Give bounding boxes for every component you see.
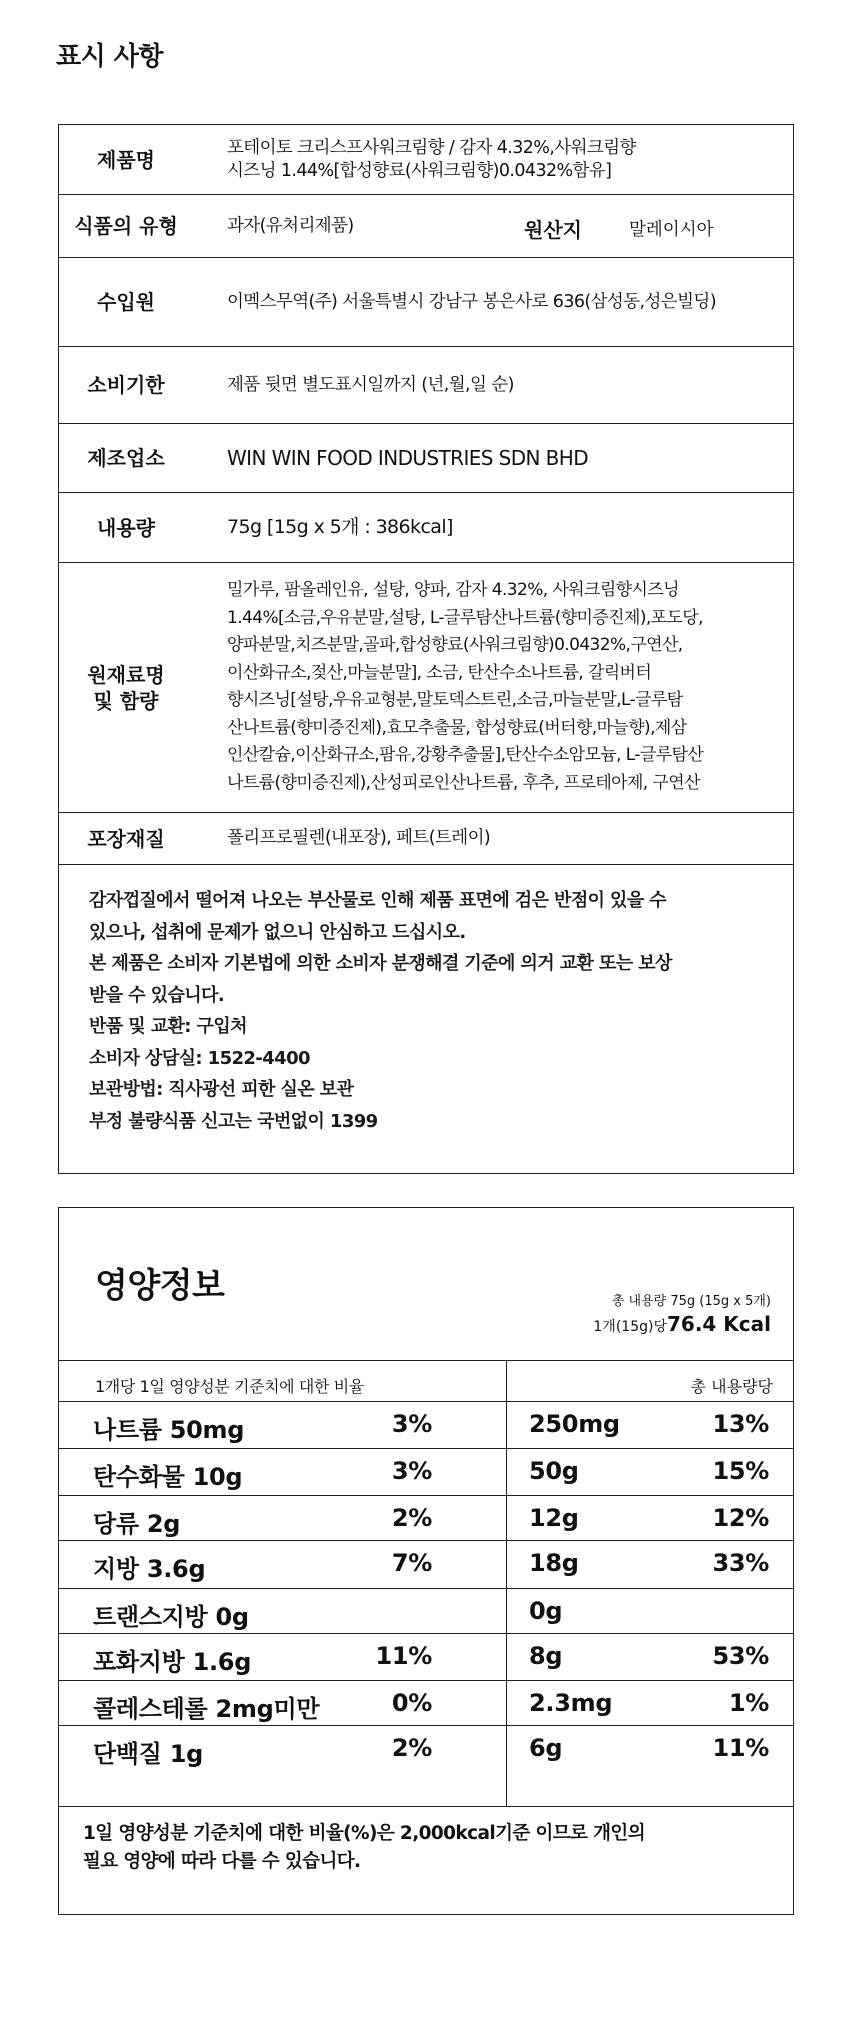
nutrient-total-pct: 53% [712, 1642, 769, 1670]
notice-line: 반품 및 교환: 구입처 [89, 1016, 247, 1037]
nutrient-total: 2.3mg [529, 1689, 613, 1717]
label-expiry: 소비기한 [87, 373, 165, 397]
notice-line: 부정 불량식품 신고는 국번없이 1399 [89, 1110, 378, 1132]
nutrient-total-pct: 12% [712, 1504, 769, 1532]
nutrient-total-pct: 15% [712, 1457, 769, 1485]
value-content: 75g [15g x 5개 : 386kcal] [227, 516, 453, 539]
nutrient-name: 당류 2g [93, 1510, 181, 1538]
nutrient-total-pct: 33% [712, 1549, 769, 1577]
nutrient-name: 트랜스지방 0g [93, 1603, 249, 1631]
nutrient-row-protein [59, 1726, 793, 1771]
nutrient-row-saturated-fat [59, 1634, 793, 1679]
nutrient-row-fat [59, 1541, 793, 1586]
product-name-line: 시즈닝 1.44%[합성향료(사워크림향)0.0432%함유] [227, 160, 612, 181]
ingredients-label-line: 원재료명 [87, 662, 165, 687]
divider [59, 1360, 793, 1361]
nutrient-name: 단백질 1g [93, 1740, 203, 1768]
per-serving-kcal: 76.4 Kcal [666, 1312, 771, 1336]
label-importer: 수입원 [97, 290, 155, 314]
notice-line: 감자껍질에서 떨어져 나오는 부산물로 인해 제품 표면에 검은 반점이 있을 수 [89, 890, 667, 911]
nutrient-total: 8g [529, 1642, 563, 1670]
row-food-type [59, 195, 793, 258]
notice-line: 보관방법: 직사광선 피한 실온 보관 [89, 1079, 354, 1100]
nutrition-per-serving [593, 1312, 771, 1336]
nutrient-pct: 7% [391, 1549, 432, 1577]
nutrient-pct: 0% [391, 1689, 432, 1717]
ingredients-line: 산나트륨(향미증진제),효모추출물, 합성향료(버터향,마늘향),제삼 [227, 717, 687, 738]
footnote-line: 필요 영양에 따라 다를 수 있습니다. [83, 1851, 361, 1872]
notice-line: 본 제품은 소비자 기본법에 의한 소비자 분쟁해결 기준에 의거 교환 또는 보상 [89, 953, 672, 974]
nutrient-name: 포화지방 1.6g [93, 1648, 252, 1676]
label-origin: 원산지 [524, 218, 582, 242]
row-product-name [59, 125, 793, 195]
nutrient-total-pct: 11% [712, 1734, 769, 1762]
nutrient-pct: 11% [375, 1642, 432, 1670]
nutrient-total: 12g [529, 1504, 579, 1532]
nutrient-name: 지방 3.6g [93, 1555, 206, 1583]
product-info-table [58, 124, 794, 1174]
row-expiry [59, 347, 793, 424]
nutrient-row-carbohydrate [59, 1449, 793, 1494]
footnote-line: 1일 영양성분 기준치에 대한 비율(%)은 2,000kcal기준 이므로 개인의 [83, 1823, 645, 1844]
nutrient-row-sugars [59, 1496, 793, 1541]
nutrient-total: 250mg [529, 1410, 620, 1438]
nutrient-name: 탄수화물 10g [93, 1463, 243, 1491]
label-food-type: 식품의 유형 [74, 214, 178, 238]
label-ingredients [59, 563, 193, 812]
notice-line: 받을 수 있습니다. [89, 984, 225, 1006]
nutrition-title: 영양정보 [95, 1266, 225, 1306]
ingredients-line: 인산칼슘,이산화규소,팜유,강황추출물],탄산수소암모늄, L-글루탐산 [227, 745, 704, 765]
value-origin: 말레이시아 [629, 220, 714, 240]
nutrient-pct: 2% [391, 1504, 432, 1532]
value-importer: 이멕스무역(주) 서울특별시 강남구 봉은사로 636(삼성동,성은빌딩) [227, 291, 716, 312]
value-packaging: 폴리프로필렌(내포장), 페트(트레이) [227, 828, 491, 849]
value-food-type: 과자(유처리제품) [227, 215, 354, 236]
notice-line: 있으나, 섭취에 문제가 없으니 안심하고 드십시오. [89, 921, 466, 943]
nutrition-footnote [83, 1820, 775, 1876]
page-title: 표시 사항 [56, 42, 164, 72]
row-content [59, 493, 793, 563]
nutrient-row-cholesterol [59, 1681, 793, 1726]
value-ingredients [227, 563, 783, 812]
ingredients-line: 1.44%[소금,우유분말,설탕, L-글루탐산나트륨(향미증진제),포도당, [227, 607, 703, 628]
value-expiry: 제품 뒷면 별도표시일까지 (년,월,일 순) [227, 374, 514, 395]
value-product-name [227, 125, 783, 194]
label-manufacturer: 제조업소 [87, 446, 165, 470]
notice-line: 소비자 상담실: 1522-4400 [89, 1047, 310, 1069]
nutrient-total: 50g [529, 1457, 579, 1485]
label-content: 내용량 [97, 515, 155, 540]
nutrient-total: 0g [529, 1597, 563, 1625]
header-total: 총 내용량당 [690, 1377, 773, 1396]
ingredients-label-line: 및 함량 [93, 688, 159, 713]
nutrient-total-pct: 13% [712, 1410, 769, 1438]
nutrient-total: 18g [529, 1549, 579, 1577]
row-manufacturer [59, 424, 793, 493]
ingredients-line: 나트륨(향미증진제),산성피로인산나트륨, 후추, 프로테아제, 구연산 [227, 772, 700, 793]
nutrient-row-sodium [59, 1402, 793, 1447]
nutrient-pct: 2% [391, 1734, 432, 1762]
ingredients-line: 이산화규소,젖산,마늘분말], 소금, 탄산수소나트륨, 갈릭버터 [227, 662, 652, 683]
nutrient-total: 6g [529, 1734, 563, 1762]
nutrient-row-trans-fat [59, 1589, 793, 1634]
consumer-notice [89, 885, 773, 1137]
nutrient-name: 나트륨 50mg [93, 1416, 245, 1444]
product-name-line: 포테이토 크리스프사워크림향 / 감자 4.32%,사워크림향 [227, 137, 636, 158]
row-ingredients [59, 563, 793, 813]
row-packaging [59, 813, 793, 865]
nutrient-pct: 3% [391, 1457, 432, 1485]
value-manufacturer: WIN WIN FOOD INDUSTRIES SDN BHD [227, 446, 588, 470]
row-importer [59, 258, 793, 347]
divider [59, 1806, 793, 1807]
ingredients-line: 양파분말,치즈분말,골파,합성향료(사워크림향)0.0432%,구연산, [227, 635, 683, 655]
nutrition-total-amount: 총 내용량 75g (15g x 5개) [611, 1294, 771, 1309]
ingredients-line: 밀가루, 팜올레인유, 설탕, 양파, 감자 4.32%, 사워크림향시즈닝 [227, 580, 679, 600]
header-daily-ratio: 1개당 1일 영양성분 기준치에 대한 비율 [95, 1377, 364, 1396]
nutrient-total-pct: 1% [728, 1689, 769, 1717]
ingredients-line: 향시즈닝[설탕,우유교형분,말토덱스트린,소금,마늘분말,L-글루탐 [227, 690, 683, 710]
nutrient-name: 콜레스테롤 2mg미만 [93, 1695, 320, 1723]
label-packaging: 포장재질 [87, 826, 165, 851]
per-serving-label: 1개(15g)당 [593, 1319, 667, 1335]
label-product-name: 제품명 [97, 147, 155, 172]
nutrient-pct: 3% [391, 1410, 432, 1438]
nutrition-facts-table [58, 1207, 794, 1915]
